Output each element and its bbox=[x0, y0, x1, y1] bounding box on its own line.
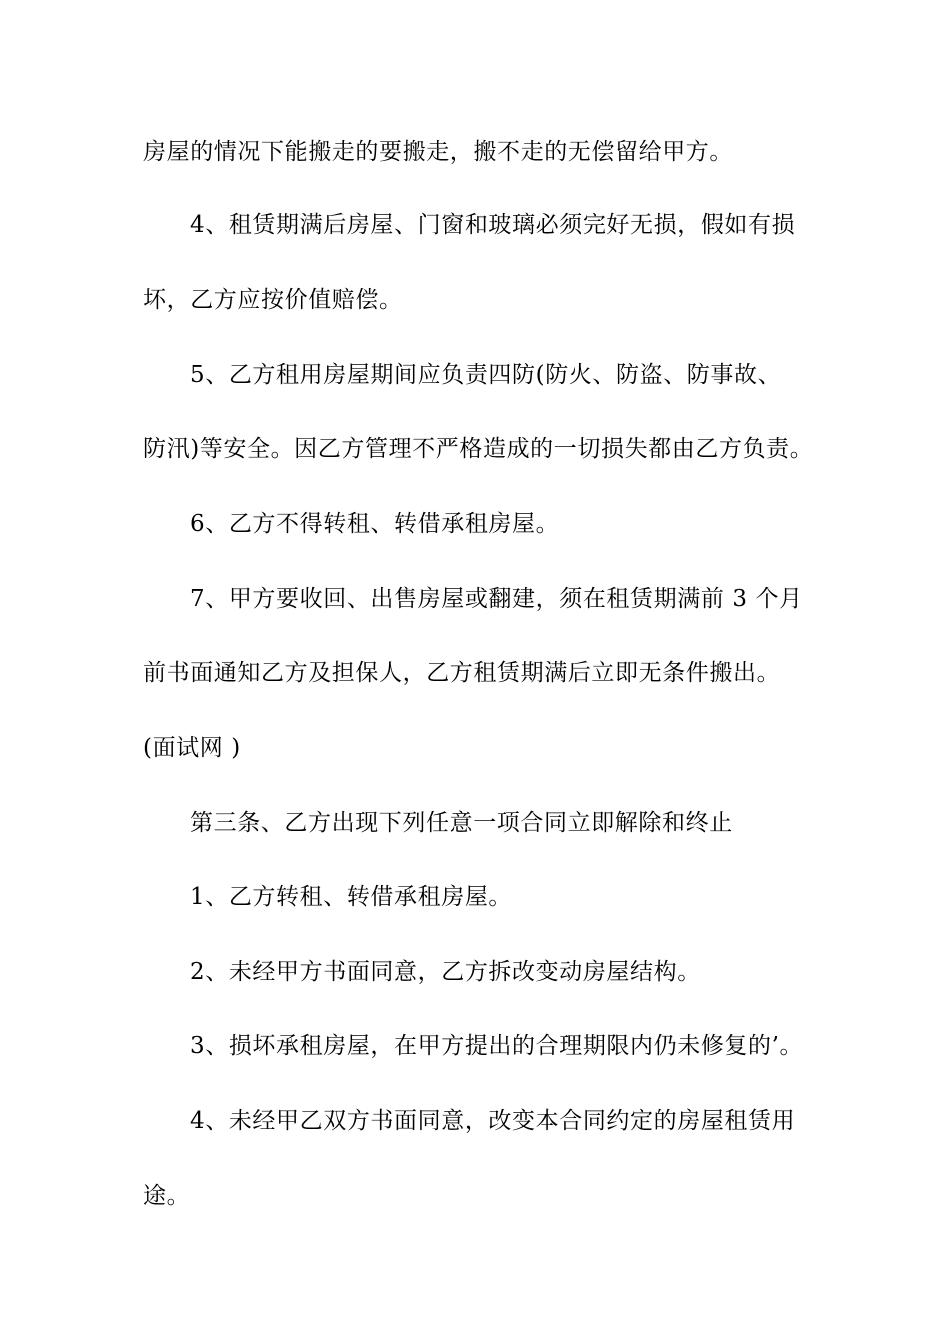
text-line: 1、乙方转租、转借承租房屋。 bbox=[190, 884, 513, 910]
text-line: 坏，乙方应按价值赔偿。 bbox=[143, 287, 403, 313]
text-line: 防汛)等安全。因乙方管理不严格造成的一切损失都由乙方负责。 bbox=[143, 436, 814, 462]
text-line: 3、损坏承租房屋，在甲方提出的合理期限内仍未修复的’。 bbox=[190, 1033, 804, 1059]
text-line: 4、租赁期满后房屋、门窗和玻璃必须完好无损，假如有损 bbox=[190, 212, 796, 238]
text-line: 途。 bbox=[143, 1183, 191, 1209]
text-line: 4、未经甲乙双方书面同意，改变本合同约定的房屋租赁用 bbox=[190, 1108, 796, 1134]
section-heading: 第三条、乙方出现下列任意一项合同立即解除和终止 bbox=[190, 810, 733, 836]
text-line: (面试网 ) bbox=[143, 735, 241, 761]
text-line: 5、乙方租用房屋期间应负责四防(防火、防盗、防事故、 bbox=[190, 362, 782, 388]
text-line: 7、甲方要收回、出售房屋或翻建，须在租赁期满前 3 个月 bbox=[190, 586, 803, 612]
text-line: 房屋的情况下能搬走的要搬走，搬不走的无偿留给甲方。 bbox=[143, 139, 733, 165]
text-line: 前书面通知乙方及担保人，乙方租赁期满后立即无条件搬出。 bbox=[143, 660, 781, 686]
text-line: 2、未经甲方书面同意，乙方拆改变动房屋结构。 bbox=[190, 959, 701, 985]
text-line: 6、乙方不得转租、转借承租房屋。 bbox=[190, 511, 560, 537]
